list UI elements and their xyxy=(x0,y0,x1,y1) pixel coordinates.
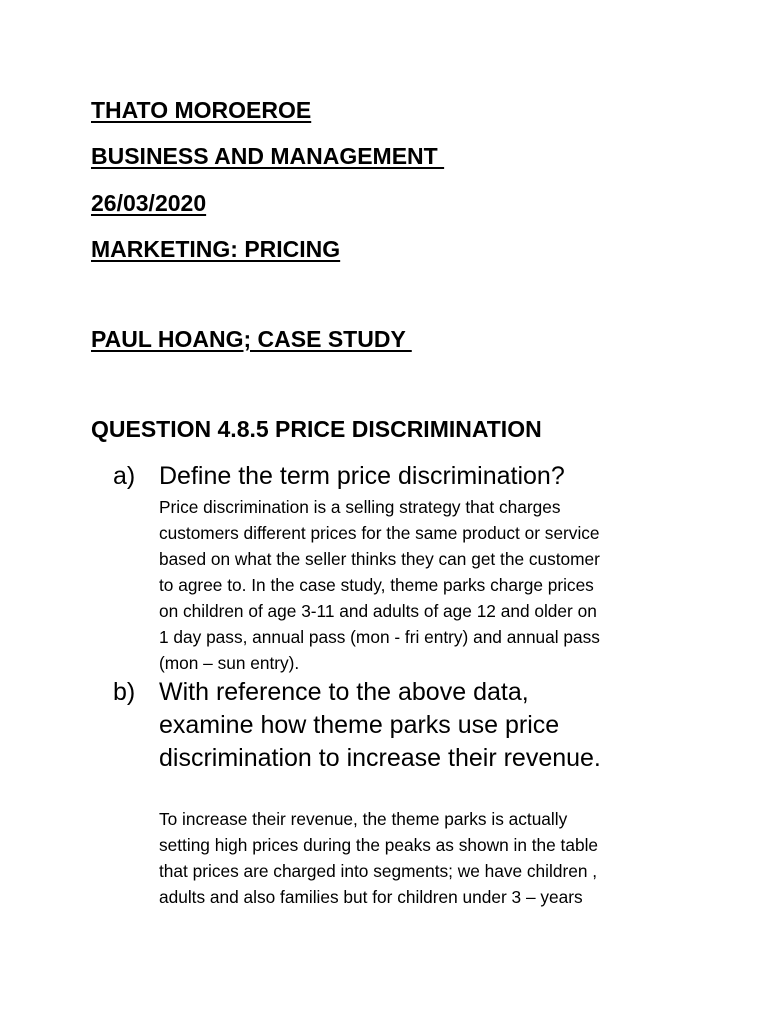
part-b-prompt-line: examine how theme parks use price xyxy=(159,711,560,739)
part-a-marker: a) xyxy=(113,462,136,490)
part-b-answer-line: adults and also families but for children under 3 – years xyxy=(159,887,583,907)
topic-heading: MARKETING: PRICING xyxy=(91,236,341,262)
part-b-prompt-line: discrimination to increase their revenue. xyxy=(159,744,601,772)
part-a-prompt xyxy=(159,460,719,493)
part-b-answer xyxy=(159,806,629,910)
question-title: QUESTION 4.8.5 PRICE DISCRIMINATION xyxy=(91,416,542,442)
part-a-answer-line: 1 day pass, annual pass (mon - fri entry) and annual pass xyxy=(159,627,600,647)
part-b-prompt-line: With reference to the above data, xyxy=(159,678,529,706)
part-a-answer-line: Price discrimination is a selling strategy that charges xyxy=(159,497,561,517)
part-b-prompt xyxy=(159,676,719,775)
part-b-marker: b) xyxy=(113,678,136,706)
part-a-answer xyxy=(159,494,629,676)
part-a-prompt-line: Define the term price discrimination? xyxy=(159,462,565,490)
part-a-answer-line: based on what the seller thinks they can get the customer xyxy=(159,549,600,569)
date-heading: 26/03/2020 xyxy=(91,190,207,216)
part-a-answer-line: on children of age 3-11 and adults of age 12 and older on xyxy=(159,601,597,621)
source-heading: PAUL HOANG; CASE STUDY xyxy=(91,326,412,352)
part-a-answer-line: (mon – sun entry). xyxy=(159,653,300,673)
part-b-answer-line: setting high prices during the peaks as shown in the table xyxy=(159,835,599,855)
author-name: THATO MOROEROE xyxy=(91,97,312,123)
subject-heading: BUSINESS AND MANAGEMENT xyxy=(91,143,445,169)
part-b-answer-line: that prices are charged into segments; we have children , xyxy=(159,861,598,881)
part-a-answer-line: customers different prices for the same product or service xyxy=(159,523,600,543)
part-a-answer-line: to agree to. In the case study, theme parks charge prices xyxy=(159,575,594,595)
part-b-answer-line: To increase their revenue, the theme parks is actually xyxy=(159,809,568,829)
